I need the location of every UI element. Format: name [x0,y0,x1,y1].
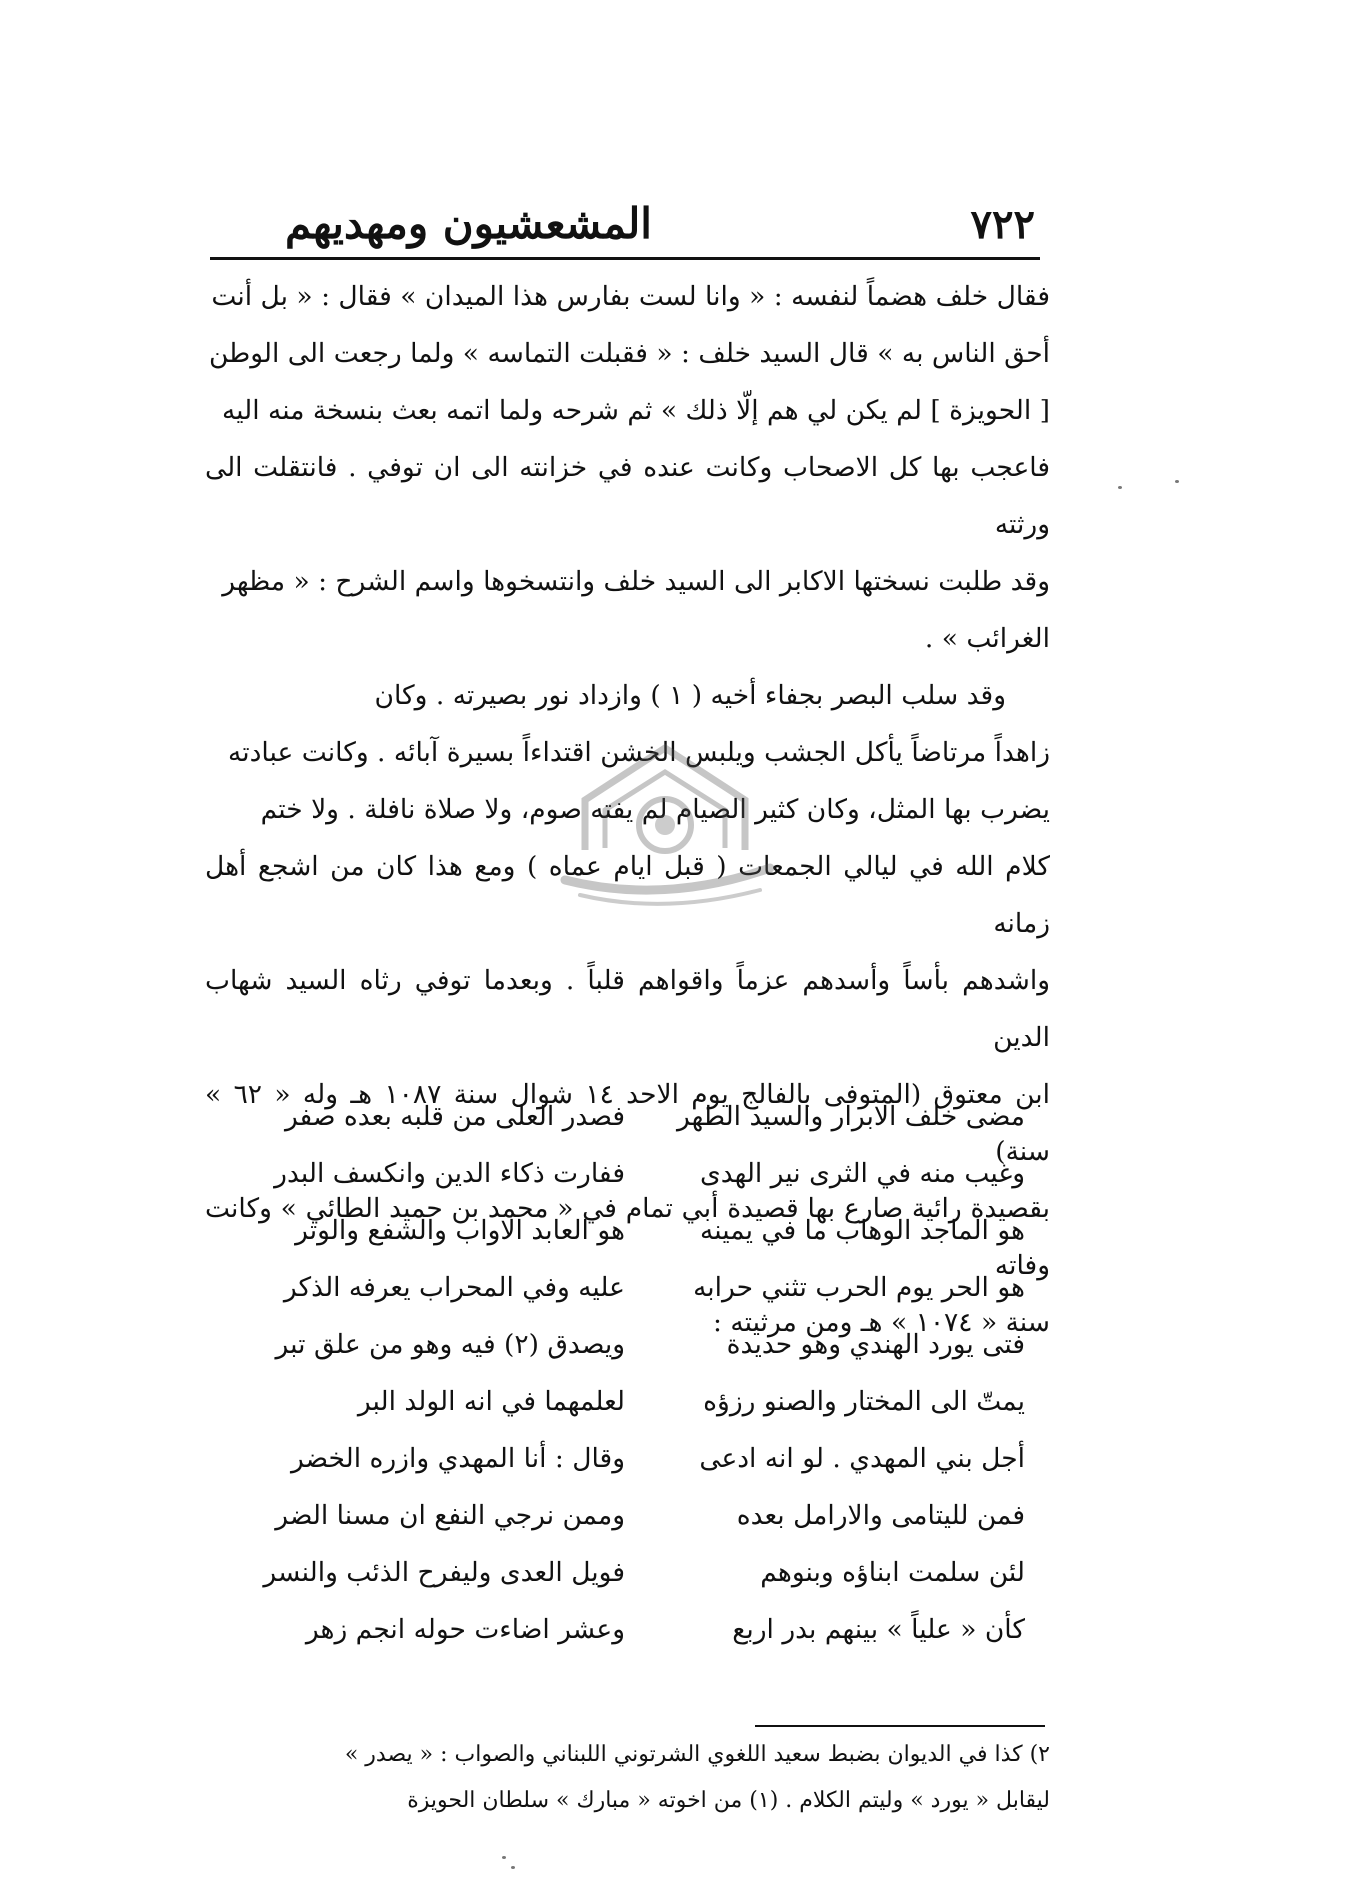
text-line: سنة « ١٠٧٤ » هـ ومن مرثيته : [713,1307,1050,1338]
second-hemistich: ويصدق (٢) فيه وهو من علق تبر [275,1329,625,1360]
poem-verse [205,1601,1050,1658]
text-line: كلام الله في ليالي الجمعات ( قبل ايام عماه ) ومع هذا كان من اشجع أهل زمانه [205,851,1050,939]
poem-verse [205,1088,1050,1145]
text-line: الغرائب » . [924,623,1050,654]
text-line: يضرب بها المثل، وكان كثير الصيام لم يفته صوم، ولا صلاة نافلة . ولا ختم [260,794,1050,825]
second-hemistich: عليه وفي المحراب يعرفه الذكر [283,1272,625,1303]
text-line: ابن معتوق (المتوفى بالفالج يوم الاحد ١٤ شوال سنة ١٠٨٧ هـ وله « ٦٢ » سنة) [205,1079,1050,1167]
text-line: بقصيدة رائية صارع بها قصيدة أبي تمام في « محمد بن حميد الطائي » وكانت وفاته [205,1193,1050,1281]
text-line: وقد سلب البصر بجفاء أخيه ( ١ ) وازداد نور بصيرته . وكان [374,680,1006,711]
text-line: [ الحويزة ] لم يكن لي هم إلّا ذلك » ثم شرحه ولما اتمه بعث بنسخة منه اليه [221,395,1050,426]
first-hemistich: لئن سلمت ابناؤه وبنوهم [760,1557,1025,1588]
text-line: فاعجب بها كل الاصحاب وكانت عنده في خزانته الى ان توفي . فانتقلت الى ورثته [205,452,1050,540]
text-line: أحق الناس به » قال السيد خلف : « فقبلت التماسه » ولما رجعت الى الوطن [208,338,1050,369]
poem-verse [205,1544,1050,1601]
scan-speck [1118,486,1122,489]
second-hemistich: وقال : أنا المهدي وازره الخضر [290,1443,625,1474]
second-hemistich: ففارت ذكاء الدين وانكسف البدر [274,1158,625,1189]
scan-speck [1175,480,1179,483]
first-hemistich: فتى يورد الهندي وهو حديدة [726,1329,1025,1360]
second-hemistich: فويل العدى وليفرح الذئب والنسر [263,1557,625,1588]
second-hemistich: لعلمهما في انه الولد البر [357,1386,625,1417]
first-hemistich: مضى خلف الابرار والسيد الطهر [677,1101,1025,1132]
text-line: زاهداً مرتاضاً يأكل الجشب ويلبس الخشن اقتداءاً بسيرة آبائه . وكانت عبادته [228,737,1050,768]
first-hemistich: فمن لليتامى والارامل بعده [736,1500,1025,1531]
running-title: المشعشيون ومهديهم [285,199,652,248]
elegy-poem [205,1088,1050,1658]
text-line: وقد طلبت نسختها الاكابر الى السيد خلف وانتسخوها واسم الشرح : « مظهر [222,566,1050,597]
first-hemistich: هو الحر يوم الحرب تثني حرابه [693,1272,1025,1303]
second-hemistich: وممن نرجي النفع ان مسنا الضر [275,1500,625,1531]
footnote-line: ليقابل « يورد » وليتم الكلام . (١) من اخوته « مبارك » سلطان الحويزة [407,1788,1050,1813]
text-line: واشدهم بأساً وأسدهم عزماً واقواهم قلباً . وبعدما توفي رثاه السيد شهاب الدين [205,965,1050,1053]
second-hemistich: هو العابد الاواب والشفع والوتر [295,1215,625,1246]
text-line: فقال خلف هضماً لنفسه : « وانا لست بفارس هذا الميدان » فقال : « بل أنت [211,281,1050,312]
page-number: ٧٢٢ [970,201,1035,248]
second-hemistich: فصدر العلى من قلبه بعده صفر [284,1101,625,1132]
poem-verse [205,1259,1050,1316]
second-hemistich: وعشر اضاءت حوله انجم زهر [305,1614,625,1645]
poem-verse [205,1430,1050,1487]
scan-speck [502,1856,506,1859]
poem-verse [205,1202,1050,1259]
scan-speck [511,1866,515,1869]
footnotes [170,1732,1050,1824]
poem-verse [205,1316,1050,1373]
footnote-rule [755,1725,1045,1727]
poem-verse [205,1145,1050,1202]
poem-verse [205,1373,1050,1430]
first-hemistich: هو الماجد الوهاب ما في يمينه [700,1215,1025,1246]
footnote-line: ٢) كذا في الديوان بضبط سعيد اللغوي الشرتوني اللبناني والصواب : « يصدر » [344,1742,1050,1767]
first-hemistich: كأن « علياً » بينهم بدر اربع [732,1614,1025,1645]
header-rule [210,257,1040,260]
poem-verse [205,1487,1050,1544]
first-hemistich: يمتّ الى المختار والصنو رزؤه [703,1386,1025,1417]
first-hemistich: أجل بني المهدي . لو انه ادعى [699,1443,1025,1474]
page-header [215,178,1035,248]
first-hemistich: وغيب منه في الثرى نير الهدى [699,1158,1025,1189]
